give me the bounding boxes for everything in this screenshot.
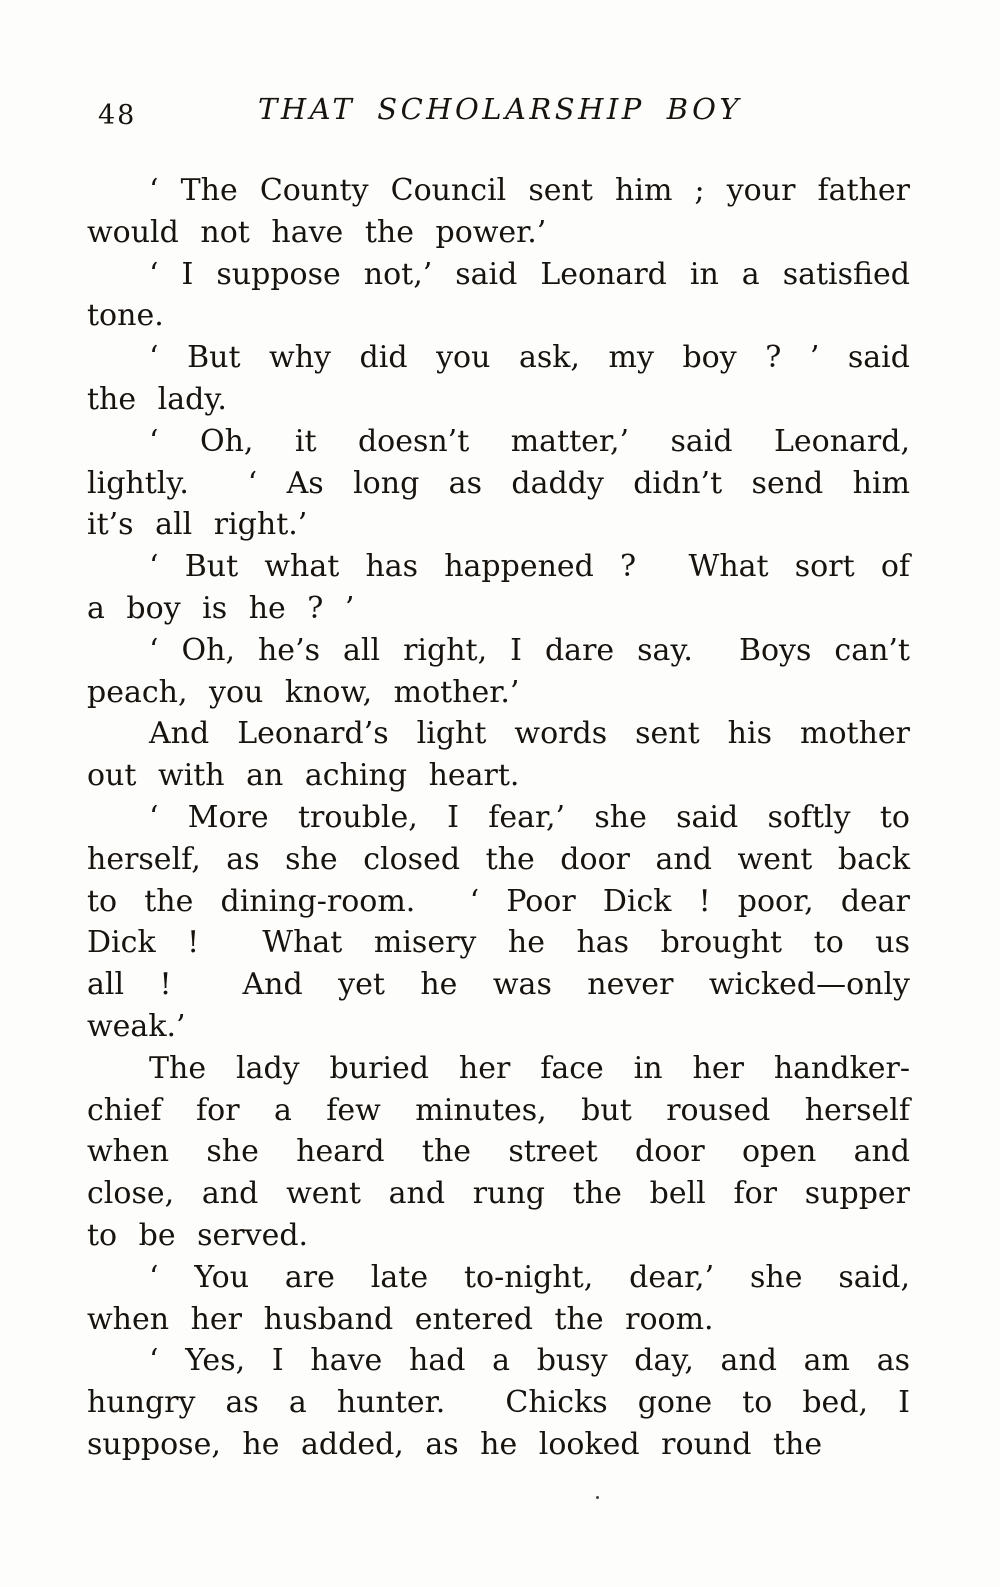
text-line: the lady. bbox=[87, 381, 227, 417]
text-line: ‘ But what has happened ? What sort of bbox=[149, 549, 910, 585]
text-line: ‘ Yes, I have had a busy day, and am as bbox=[149, 1343, 910, 1379]
text-line: suppose, he added, as he looked round the bbox=[87, 1426, 823, 1462]
text-line: peach, you know, mother.’ bbox=[87, 674, 520, 710]
ink-speck bbox=[596, 1496, 599, 1499]
text-line: lightly. ‘ As long as daddy didn’t send him bbox=[87, 465, 910, 501]
text-line: ‘ More trouble, I fear,’ she said softly to bbox=[149, 799, 910, 835]
text-line: when her husband entered the room. bbox=[87, 1301, 714, 1337]
text-line: Dick ! What misery he has brought to us bbox=[87, 925, 910, 961]
text-line: ‘ You are late to-night, dear,’ she said, bbox=[149, 1259, 910, 1295]
text-line: And Leonard’s light words sent his mother bbox=[149, 716, 910, 752]
text-line: it’s all right.’ bbox=[87, 507, 308, 543]
text-line: tone. bbox=[87, 298, 164, 334]
running-title: THAT SCHOLARSHIP BOY bbox=[258, 92, 742, 126]
text-line: ‘ The County Council sent him ; your father bbox=[149, 173, 910, 208]
text-line: ‘ Oh, it doesn’t matter,’ said Leonard, bbox=[149, 423, 910, 459]
text-line: to the dining-room. ‘ Poor Dick ! poor, dear bbox=[87, 883, 910, 919]
text-line: when she heard the street door open and bbox=[87, 1134, 910, 1170]
text-line: to be served. bbox=[87, 1217, 309, 1253]
text-line: would not have the power.’ bbox=[87, 214, 547, 250]
text-line: ‘ But why did you ask, my boy ? ’ said bbox=[149, 340, 910, 376]
text-line: weak.’ bbox=[87, 1008, 186, 1044]
page-header bbox=[0, 92, 1000, 131]
text-line: herself, as she closed the door and went back bbox=[87, 841, 910, 877]
text-line: out with an aching heart. bbox=[87, 758, 520, 794]
text-line: ‘ I suppose not,’ said Leonard in a satisfied bbox=[149, 256, 910, 292]
page-body bbox=[87, 170, 910, 1466]
text-line: The lady buried her face in her handker- bbox=[149, 1050, 910, 1086]
page-number: 48 bbox=[98, 100, 137, 131]
text-line: all ! And yet he was never wicked—only bbox=[87, 967, 910, 1003]
text-line: chief for a few minutes, but roused herself bbox=[87, 1092, 910, 1128]
text-line: hungry as a hunter. Chicks gone to bed, I bbox=[87, 1385, 910, 1421]
text-line: a boy is he ? ’ bbox=[87, 590, 355, 626]
text-line: ‘ Oh, he’s all right, I dare say. Boys can’t bbox=[149, 632, 910, 668]
text-line: close, and went and rung the bell for supper bbox=[87, 1176, 910, 1212]
